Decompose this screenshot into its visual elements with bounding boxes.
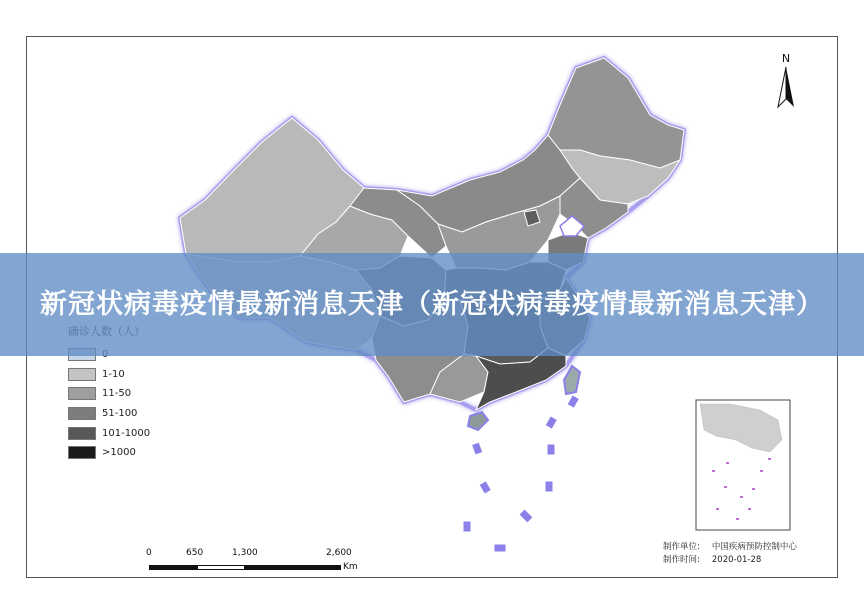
south-china-sea-inset [696, 400, 790, 530]
legend-swatch [68, 407, 96, 420]
legend-label: 1-10 [102, 368, 125, 380]
legend-row [68, 423, 150, 443]
legend-swatch [68, 427, 96, 440]
legend-label: 51-100 [102, 408, 138, 420]
legend-label: 101-1000 [102, 427, 151, 439]
legend-label: >1000 [102, 447, 136, 459]
legend-row [68, 365, 150, 385]
maker-label: 制作单位: [663, 542, 700, 552]
north-label: N [781, 52, 791, 65]
scale-tick-label: 2,600 [326, 548, 352, 558]
north-arrow-icon [776, 65, 796, 109]
legend-row [68, 404, 150, 424]
scale-unit: Km [343, 562, 358, 572]
credits [663, 541, 797, 567]
legend-row [68, 443, 150, 463]
maker-value: 中国疾病预防控制中心 [711, 542, 797, 552]
page-title: 新冠状病毒疫情最新消息天津（新冠状病毒疫情最新消息天津） [40, 288, 824, 320]
legend-swatch [68, 387, 96, 400]
scale-segment [149, 565, 197, 570]
region-hainan [468, 412, 488, 430]
scale-segment [197, 565, 245, 570]
scale-tick-label: 1,300 [232, 548, 258, 558]
title-banner [0, 253, 864, 356]
date-label: 制作时间: [663, 555, 700, 565]
north-arrow [776, 52, 796, 113]
scale-tick-label: 650 [186, 548, 204, 558]
legend-label: 11-50 [102, 388, 132, 400]
legend-row [68, 384, 150, 404]
legend-swatch [68, 368, 96, 381]
scale-segment [245, 565, 341, 570]
date-value: 2020-01-28 [711, 555, 762, 565]
scale-bar [146, 548, 376, 574]
legend-swatch [68, 446, 96, 459]
scale-tick-label: 0 [146, 548, 152, 558]
region-taiwan [564, 366, 580, 394]
